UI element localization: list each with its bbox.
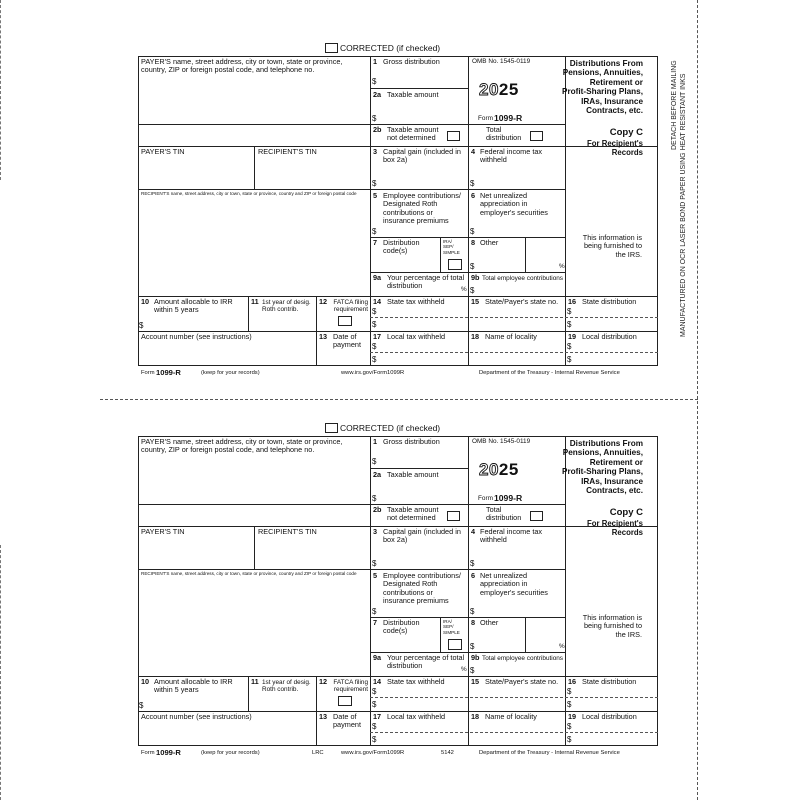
box14-num: 14 — [373, 677, 382, 686]
payer-info-label: PAYER'S name, street address, city or town, state or province, country, ZIP or foreign postal code, and telephone no. — [141, 57, 343, 75]
box1-label: Gross distribution — [383, 57, 440, 66]
copy-for-label: For Recipient's Records — [586, 139, 643, 158]
box4-label: Federal income tax withheld — [480, 147, 543, 165]
box3-num: 3 — [373, 147, 378, 156]
box14-label: State tax withheld — [387, 297, 445, 306]
box8-num: 8 — [471, 238, 476, 247]
box14-dollar-1: $ — [372, 307, 377, 316]
box9a-num: 9a — [373, 653, 382, 662]
footer-form-number: 1099-R — [156, 368, 181, 377]
footer-form-word: Form — [141, 370, 155, 376]
box3-label: Capital gain (included in box 2a) — [383, 147, 461, 165]
box4-label: Federal income tax withheld — [480, 527, 543, 545]
box11-num: 11 — [251, 297, 259, 306]
tax-year: 2025 — [479, 460, 519, 479]
form-word: Form — [478, 115, 493, 122]
box3-num: 3 — [373, 527, 378, 536]
box8-percent: % — [559, 263, 565, 270]
box14-dollar-1: $ — [372, 687, 377, 696]
recipient-info-label: RECIPIENT'S name, street address, city or town, state or province, country and ZIP or foreign postal code — [141, 191, 357, 196]
ira-sep-simple-checkbox[interactable] — [448, 639, 462, 650]
box2a-label: Taxable amount — [387, 90, 439, 99]
corrected-label: CORRECTED (if checked) — [340, 43, 441, 53]
box15-num: 15 — [471, 677, 480, 686]
footer-url: www.irs.gov/Form1099R — [341, 370, 405, 376]
box19-num: 19 — [568, 332, 577, 341]
box8-dollar: $ — [470, 642, 475, 651]
box12-num: 12 — [319, 677, 328, 686]
fatca-checkbox[interactable] — [338, 316, 352, 326]
box11-num: 11 — [251, 677, 259, 686]
box16-dollar-1: $ — [567, 687, 572, 696]
footer-url: www.irs.gov/Form1099R — [341, 750, 405, 756]
furnished-irs-note: This information is being furnished to the IRS. — [582, 233, 642, 259]
box4-num: 4 — [471, 147, 476, 156]
box12-label: FATCA filing requirement — [333, 679, 368, 694]
copy-label: Copy C — [609, 507, 643, 518]
box10-dollar: $ — [139, 701, 144, 710]
box9b-label: Total employee contributions — [482, 655, 563, 662]
box6-label: Net unrealized appreciation in employer's securities — [480, 191, 548, 217]
corrected-label: CORRECTED (if checked) — [340, 423, 441, 433]
total-distribution-label: Total distribution — [486, 505, 522, 523]
form-1099-r — [138, 436, 658, 776]
footer-lrc: LRC — [312, 750, 324, 756]
box5-num: 5 — [373, 191, 378, 200]
form-number: 1099-R — [494, 113, 523, 123]
box4-dollar: $ — [470, 559, 475, 568]
box1-label: Gross distribution — [383, 437, 440, 446]
box9a-num: 9a — [373, 273, 382, 282]
box15-label: State/Payer's state no. — [485, 677, 559, 686]
box7-num: 7 — [373, 618, 378, 627]
box16-num: 16 — [568, 297, 577, 306]
footer-department: Department of the Treasury - Internal Revenue Service — [479, 750, 620, 756]
footer-form-number: 1099-R — [156, 748, 181, 757]
box2a-num: 2a — [373, 90, 382, 99]
form-1099-r — [138, 56, 658, 396]
total-distribution-label: Total distribution — [486, 125, 522, 143]
box9a-label: Your percentage of total distribution — [387, 273, 465, 291]
box2a-dollar: $ — [372, 494, 377, 503]
box19-label: Local distribution — [582, 712, 637, 721]
box5-dollar: $ — [372, 227, 377, 236]
box19-num: 19 — [568, 712, 577, 721]
total-distribution-checkbox[interactable] — [530, 131, 543, 141]
box5-dollar: $ — [372, 607, 377, 616]
recipient-info-label: RECIPIENT'S name, street address, city or town, state or province, country and ZIP or foreign postal code — [141, 571, 357, 576]
payer-info-label: PAYER'S name, street address, city or town, state or province, country, ZIP or foreign postal code, and telephone no. — [141, 437, 343, 455]
box8-percent: % — [559, 643, 565, 650]
box6-label: Net unrealized appreciation in employer's securities — [480, 571, 548, 597]
box5-num: 5 — [373, 571, 378, 580]
form-title: Distributions From Pensions, Annuities, Retirement or Profit-Sharing Plans, IRAs, Insurance Contracts, etc. — [562, 59, 643, 116]
box17-dollar-1: $ — [372, 342, 377, 351]
box5-label: Employee contributions/ Designated Roth contributions or insurance premiums — [383, 191, 461, 226]
box16-dollar-2: $ — [567, 700, 572, 709]
account-number-label: Account number (see instructions) — [141, 332, 252, 341]
box12-label: FATCA filing requirement — [333, 299, 368, 314]
box9a-percent: % — [461, 286, 467, 293]
manufactured-margin-text: MANUFACTURED ON OCR LASER BOND PAPER USING HEAT RESISTANT INKS — [680, 73, 687, 337]
box9a-label: Your percentage of total distribution — [387, 653, 465, 671]
recipient-tin-label: RECIPIENT'S TIN — [258, 147, 317, 156]
box8-label: Other — [480, 238, 499, 247]
payer-tin-label: PAYER'S TIN — [141, 147, 185, 156]
box17-num: 17 — [373, 712, 382, 721]
fatca-checkbox[interactable] — [338, 696, 352, 706]
box10-dollar: $ — [139, 321, 144, 330]
box1-num: 1 — [373, 437, 378, 446]
box14-num: 14 — [373, 297, 382, 306]
box17-num: 17 — [373, 332, 382, 341]
box3-label: Capital gain (included in box 2a) — [383, 527, 461, 545]
ira-sep-simple-label: IRA/ SEP/ SIMPLE — [443, 239, 460, 255]
box19-dollar-2: $ — [567, 355, 572, 364]
box17-dollar-2: $ — [372, 355, 377, 364]
box6-dollar: $ — [470, 227, 475, 236]
total-distribution-checkbox[interactable] — [530, 511, 543, 521]
footer-keep-note: (keep for your records) — [201, 370, 260, 376]
form-number: 1099-R — [494, 493, 523, 503]
box2a-num: 2a — [373, 470, 382, 479]
box14-dollar-2: $ — [372, 700, 377, 709]
box9b-num: 9b — [471, 273, 480, 282]
omb-number: OMB No. 1545-0119 — [472, 438, 531, 445]
box3-dollar: $ — [372, 559, 377, 568]
furnished-irs-note: This information is being furnished to the IRS. — [582, 613, 642, 639]
copy-c-bottom — [0, 418, 800, 800]
corrected-checkbox[interactable] — [325, 423, 338, 433]
box7-num: 7 — [373, 238, 378, 247]
box15-label: State/Payer's state no. — [485, 297, 559, 306]
box19-dollar-1: $ — [567, 722, 572, 731]
box19-label: Local distribution — [582, 332, 637, 341]
box14-dollar-2: $ — [372, 320, 377, 329]
copy-for-label: For Recipient's Records — [586, 519, 643, 538]
tax-year: 2025 — [479, 80, 519, 99]
box16-label: State distribution — [582, 677, 637, 686]
box2b-num: 2b — [373, 505, 382, 514]
box11-label: 1st year of desig. Roth contrib. — [262, 299, 311, 314]
box19-dollar-1: $ — [567, 342, 572, 351]
box16-num: 16 — [568, 677, 577, 686]
box17-label: Local tax withheld — [387, 712, 446, 721]
box2b-checkbox[interactable] — [447, 131, 460, 141]
box16-dollar-2: $ — [567, 320, 572, 329]
detach-margin-text: DETACH BEFORE MAILING — [671, 60, 678, 150]
box9b-dollar: $ — [470, 666, 475, 675]
box5-label: Employee contributions/ Designated Roth contributions or insurance premiums — [383, 571, 461, 606]
box9b-num: 9b — [471, 653, 480, 662]
ira-sep-simple-label: IRA/ SEP/ SIMPLE — [443, 619, 460, 635]
box18-label: Name of locality — [485, 712, 537, 721]
box7-label: Distribution code(s) — [383, 618, 420, 636]
box2a-label: Taxable amount — [387, 470, 439, 479]
box12-num: 12 — [319, 297, 328, 306]
box10-num: 10 — [141, 677, 150, 686]
box13-num: 13 — [319, 712, 328, 721]
box1-dollar: $ — [372, 77, 377, 86]
box7-label: Distribution code(s) — [383, 238, 420, 256]
box4-num: 4 — [471, 527, 476, 536]
box9a-percent: % — [461, 666, 467, 673]
box14-label: State tax withheld — [387, 677, 445, 686]
box17-label: Local tax withheld — [387, 332, 446, 341]
box18-num: 18 — [471, 712, 480, 721]
form-title: Distributions From Pensions, Annuities, Retirement or Profit-Sharing Plans, IRAs, Insurance Contracts, etc. — [562, 439, 643, 496]
box6-num: 6 — [471, 571, 476, 580]
box13-num: 13 — [319, 332, 328, 341]
box16-label: State distribution — [582, 297, 637, 306]
box18-num: 18 — [471, 332, 480, 341]
box2a-dollar: $ — [372, 114, 377, 123]
form-word: Form — [478, 495, 493, 502]
box16-dollar-1: $ — [567, 307, 572, 316]
box15-num: 15 — [471, 297, 480, 306]
box2b-label: Taxable amount not determined — [387, 505, 439, 523]
box17-dollar-2: $ — [372, 735, 377, 744]
box17-dollar-1: $ — [372, 722, 377, 731]
box8-label: Other — [480, 618, 499, 627]
box10-label: Amount allocable to IRR within 5 years — [154, 297, 233, 315]
box11-label: 1st year of desig. Roth contrib. — [262, 679, 311, 694]
box1-dollar: $ — [372, 457, 377, 466]
box1-num: 1 — [373, 57, 378, 66]
box8-num: 8 — [471, 618, 476, 627]
corrected-checkbox[interactable] — [325, 43, 338, 53]
footer-code: 5142 — [441, 750, 454, 756]
box4-dollar: $ — [470, 179, 475, 188]
box13-label: Date of payment — [333, 712, 361, 730]
box18-label: Name of locality — [485, 332, 537, 341]
box6-dollar: $ — [470, 607, 475, 616]
box13-label: Date of payment — [333, 332, 361, 350]
box19-dollar-2: $ — [567, 735, 572, 744]
box8-dollar: $ — [470, 262, 475, 271]
box9b-label: Total employee contributions — [482, 275, 563, 282]
box3-dollar: $ — [372, 179, 377, 188]
box10-num: 10 — [141, 297, 150, 306]
ira-sep-simple-checkbox[interactable] — [448, 259, 462, 270]
footer-form-word: Form — [141, 750, 155, 756]
omb-number: OMB No. 1545-0119 — [472, 58, 531, 65]
copy-label: Copy C — [609, 127, 643, 138]
account-number-label: Account number (see instructions) — [141, 712, 252, 721]
payer-tin-label: PAYER'S TIN — [141, 527, 185, 536]
footer-keep-note: (keep for your records) — [201, 750, 260, 756]
box10-label: Amount allocable to IRR within 5 years — [154, 677, 233, 695]
recipient-tin-label: RECIPIENT'S TIN — [258, 527, 317, 536]
box2b-label: Taxable amount not determined — [387, 125, 439, 143]
box2b-num: 2b — [373, 125, 382, 134]
footer-department: Department of the Treasury - Internal Revenue Service — [479, 370, 620, 376]
box2b-checkbox[interactable] — [447, 511, 460, 521]
box6-num: 6 — [471, 191, 476, 200]
copy-c-top — [0, 38, 800, 423]
box9b-dollar: $ — [470, 286, 475, 295]
